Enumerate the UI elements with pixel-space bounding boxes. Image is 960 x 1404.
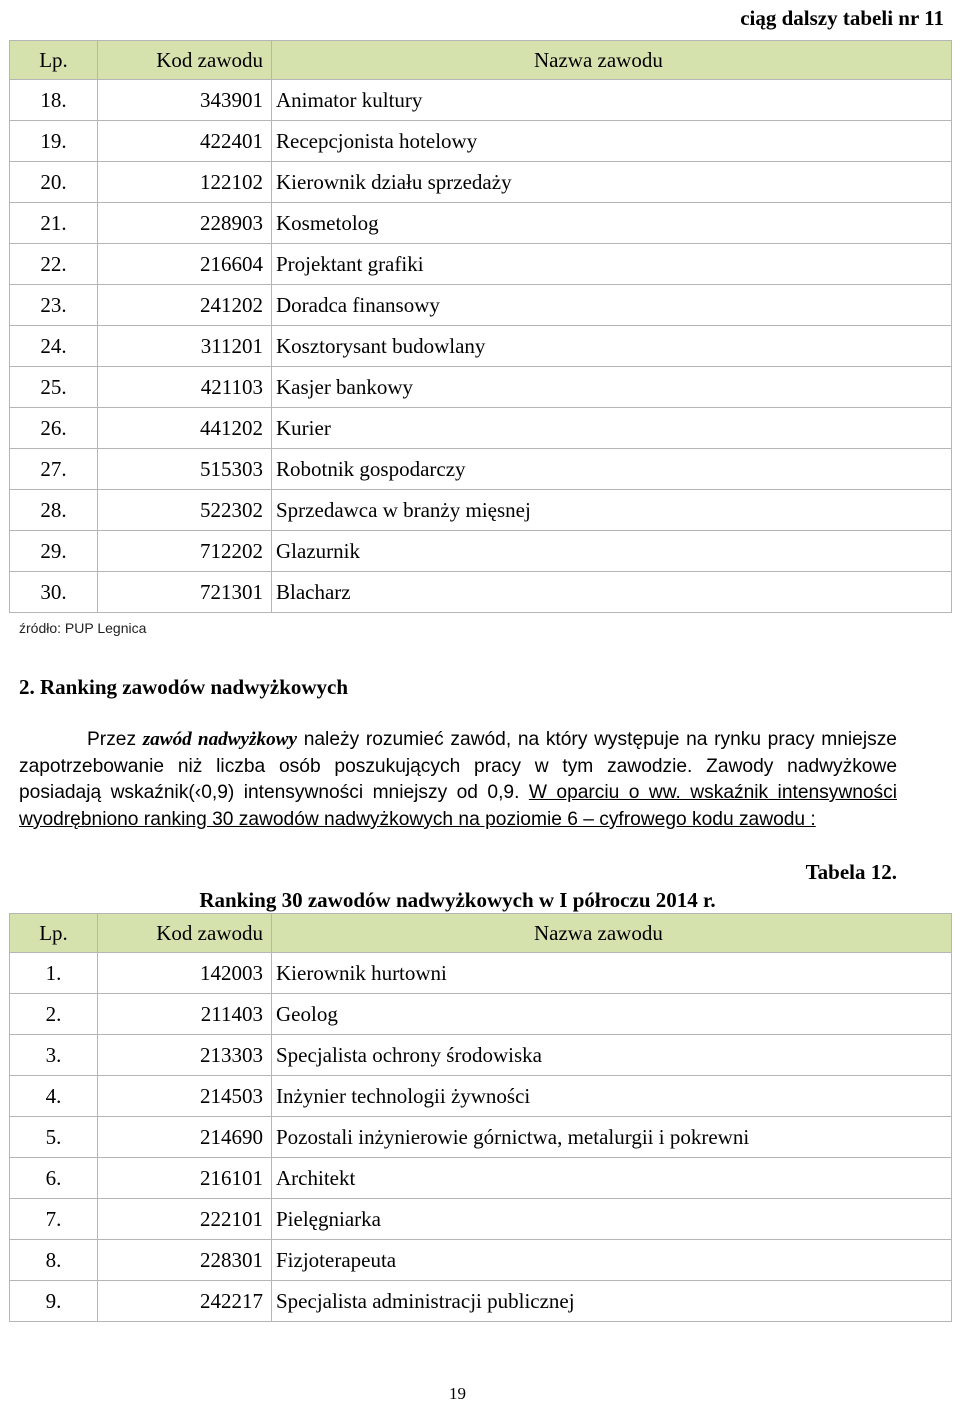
row-code: 216101: [98, 1158, 272, 1199]
header-lp: Lp.: [10, 914, 98, 953]
row-lp: 7.: [10, 1199, 98, 1240]
table-row: [10, 121, 952, 162]
row-lp: 27.: [10, 449, 98, 490]
table-row: [10, 449, 952, 490]
row-lp: 19.: [10, 121, 98, 162]
table-continued-label: ciąg dalszy tabeli nr 11: [740, 6, 944, 30]
row-name: Pozostali inżynierowie górnictwa, metalurgii i pokrewni: [272, 1117, 952, 1158]
header-lp: Lp.: [10, 41, 98, 80]
row-name: Blacharz: [272, 572, 952, 613]
row-lp: 3.: [10, 1035, 98, 1076]
header-code: Kod zawodu: [98, 914, 272, 953]
row-code: 242217: [98, 1281, 272, 1322]
table-header-row: [10, 41, 952, 80]
table-row: [10, 994, 952, 1035]
body-paragraph: [19, 727, 897, 833]
table-row: [10, 1240, 952, 1281]
page-number: 19: [449, 1384, 466, 1403]
row-code: 522302: [98, 490, 272, 531]
header-name: Nazwa zawodu: [272, 914, 952, 953]
table-row: [10, 490, 952, 531]
row-name: Animator kultury: [272, 80, 952, 121]
table-row: [10, 408, 952, 449]
row-code: 122102: [98, 162, 272, 203]
row-code: 343901: [98, 80, 272, 121]
table-label: Tabela 12.: [805, 860, 897, 884]
table-row: [10, 326, 952, 367]
row-code: 441202: [98, 408, 272, 449]
row-name: Kasjer bankowy: [272, 367, 952, 408]
table-row: [10, 953, 952, 994]
row-name: Pielęgniarka: [272, 1199, 952, 1240]
row-name: Glazurnik: [272, 531, 952, 572]
row-code: 214503: [98, 1076, 272, 1117]
row-lp: 23.: [10, 285, 98, 326]
row-lp: 4.: [10, 1076, 98, 1117]
table-row: [10, 1117, 952, 1158]
row-name: Recepcjonista hotelowy: [272, 121, 952, 162]
row-code: 712202: [98, 531, 272, 572]
row-code: 216604: [98, 244, 272, 285]
row-code: 142003: [98, 953, 272, 994]
row-code: 422401: [98, 121, 272, 162]
paragraph-part2: należy rozumieć zawód, na który występuje na rynku pracy mniejsze zapotrzebowanie niż liczba osób poszukujących pracy w tym zawodzie. Zawody nadwyżkowe posiadają wskaźnik(‹0,9) intensywności mniejszy od 0,9.: [19, 729, 897, 804]
row-lp: 18.: [10, 80, 98, 121]
row-name: Specjalista administracji publicznej: [272, 1281, 952, 1322]
row-name: Specjalista ochrony środowiska: [272, 1035, 952, 1076]
row-lp: 6.: [10, 1158, 98, 1199]
row-code: 228903: [98, 203, 272, 244]
row-code: 214690: [98, 1117, 272, 1158]
table-row: [10, 285, 952, 326]
row-code: 721301: [98, 572, 272, 613]
row-lp: 25.: [10, 367, 98, 408]
table-row: [10, 244, 952, 285]
table-row: [10, 1281, 952, 1322]
table-title: Ranking 30 zawodów nadwyżkowych w I półroczu 2014 r.: [199, 888, 716, 912]
row-lp: 9.: [10, 1281, 98, 1322]
row-lp: 1.: [10, 953, 98, 994]
paragraph-term: zawód nadwyżkowy: [142, 729, 298, 750]
occupations-table-12: [9, 913, 952, 1322]
row-lp: 22.: [10, 244, 98, 285]
row-lp: 30.: [10, 572, 98, 613]
row-name: Projektant grafiki: [272, 244, 952, 285]
row-code: 311201: [98, 326, 272, 367]
row-name: Kierownik działu sprzedaży: [272, 162, 952, 203]
row-name: Doradca finansowy: [272, 285, 952, 326]
row-name: Kosztorysant budowlany: [272, 326, 952, 367]
row-name: Inżynier technologii żywności: [272, 1076, 952, 1117]
row-name: Architekt: [272, 1158, 952, 1199]
occupations-table-11: [9, 40, 952, 613]
row-name: Geolog: [272, 994, 952, 1035]
row-code: 211403: [98, 994, 272, 1035]
row-lp: 21.: [10, 203, 98, 244]
row-name: Sprzedawca w branży mięsnej: [272, 490, 952, 531]
row-code: 222101: [98, 1199, 272, 1240]
table-row: [10, 1035, 952, 1076]
table-row: [10, 1158, 952, 1199]
row-code: 421103: [98, 367, 272, 408]
header-code: Kod zawodu: [98, 41, 272, 80]
row-name: Fizjoterapeuta: [272, 1240, 952, 1281]
row-lp: 26.: [10, 408, 98, 449]
source-note: źródło: PUP Legnica: [19, 620, 147, 636]
row-code: 228301: [98, 1240, 272, 1281]
table-row: [10, 203, 952, 244]
table-row: [10, 1076, 952, 1117]
table-header-row: [10, 914, 952, 953]
row-lp: 29.: [10, 531, 98, 572]
table-row: [10, 1199, 952, 1240]
table-row: [10, 80, 952, 121]
table-row: [10, 531, 952, 572]
row-code: 241202: [98, 285, 272, 326]
row-name: Kurier: [272, 408, 952, 449]
table-row: [10, 572, 952, 613]
row-code: 515303: [98, 449, 272, 490]
row-lp: 28.: [10, 490, 98, 531]
table-row: [10, 162, 952, 203]
row-code: 213303: [98, 1035, 272, 1076]
paragraph-part1: Przez: [87, 729, 143, 750]
row-lp: 8.: [10, 1240, 98, 1281]
header-name: Nazwa zawodu: [272, 41, 952, 80]
row-lp: 2.: [10, 994, 98, 1035]
row-lp: 20.: [10, 162, 98, 203]
row-name: Kosmetolog: [272, 203, 952, 244]
row-name: Robotnik gospodarczy: [272, 449, 952, 490]
row-name: Kierownik hurtowni: [272, 953, 952, 994]
table-row: [10, 367, 952, 408]
row-lp: 5.: [10, 1117, 98, 1158]
paragraph-underlined: W oparciu o ww. wskaźnik intensywności wyodrębniono ranking 30 zawodów nadwyżkowych na poziomie 6 – cyfrowego kodu zawodu :: [19, 782, 897, 830]
section-title: 2. Ranking zawodów nadwyżkowych: [19, 675, 349, 699]
row-lp: 24.: [10, 326, 98, 367]
